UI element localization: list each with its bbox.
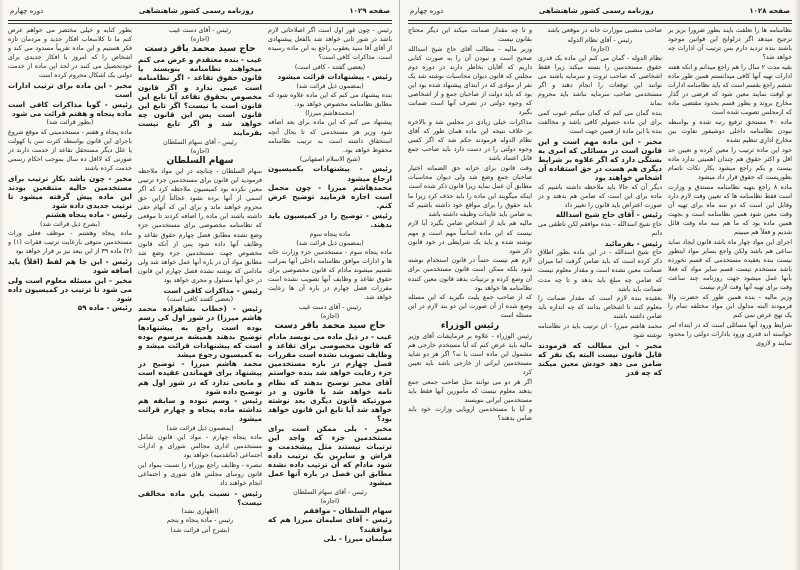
paragraph: لازم هم نیست حتماً در قانون استخدام نوشته شود بلکه ممکن است قانون مستخدمین برای آن وضع کرده و ترتیبات بدهد قانون معین کننده نظامنامه ها خواهد بود [408,257,532,292]
text-column [538,26,662,564]
paragraph: نظام الدوله - گمان می کنم این ماده یک قدری حقوق مستخدمین را بسته میکند زیرا فقط اشخاصی که صاحب ثروت و سرمایه باشند می توانند این توقعات را انجام دهند و اگر مستخدمی صاحب سرمایه نباشد باید محروم بماند [538,54,662,108]
paragraph: دیگر آن که حالا باید ملاحظه داشته باشیم که ماده برای این است که ضامن هم بدهند و در صورت اعتراض باید قانون را تغییر داد [538,183,662,209]
parenthetical-note: (شیخ الاسلام اصفهانی) [299,156,361,164]
speaker-heading: حاج سید محمد باقر دست [274,321,386,331]
parenthetical-note: (بمضمون ذیل قرائت شد) [296,239,364,247]
speaker-paragraph: رئیس - آقای حاج شیخ اسدالله [555,210,662,220]
centered-line: ماده پنجاه سوم [309,230,351,238]
speaker-paragraph: مخبر - این ماده مهم است و این قانون است در مسائلی که امری به بستگی دارد که اگر علاوه بر شرایط دیگری هم هست در حق استفاده آن اشخاص خواهند بود [538,136,662,182]
centered-line: رئیس - آقای دست غیب [168,27,232,34]
gazette-title: روزنامه رسمی کشور شاهنشاهی [138,7,254,15]
paragraph: اینکه میگویند این ماده را باید حذف کرد زیرا ما باید حقوق را برای مواقع خود داشته باشیم که به ضامن باید عایدات وظیفه داشته باشد [408,192,532,218]
paragraph: ماده پنجاه سوم - مستخدمین جزء وزارت خانه ها و ادارات موافق نظامنامه داخلی آنها بمراتب تقسیم میشوند مادام که قانون مخصوصی برای حقوق تقاعد و وظایف آنها تصویب نشده است مقررات فصل چهارم در باره آن ها رعایت خواهد شد. [268,248,392,302]
speaker-paragraph: رئیس - پیشنهادات قرائت میشود [277,71,392,81]
parenthetical-note: (بشرح آتی قرائت شد) [170,526,230,534]
text-column [8,26,132,564]
parenthetical-note: (بمضمون ذیل قرائت شد) [166,425,234,433]
paragraph: ماده پنجاه و هفتم - مستخدمینی که موقع شروع باجرای این قانون بواسطه کثرت سن یا کهولت یا علل دیگر مستحقل تقاعد از خدمت دارند در صورتی که لااقل ده سال بموجب احکام رسمی خدمت کرده باشند [8,128,132,172]
parenthetical-note: (بمضمون ذیل قرائت شد) [296,82,364,90]
page-number: صفحه ۱۰۲۹ [349,7,390,15]
text-column [668,26,792,564]
speaker-paragraph: رئیس - پیشنهادات بکمیسیون ارجاع میشود [268,164,392,183]
paragraph: حاج شیخ اسدالله - بنده موافقم لکن ناطقی می دانم [538,220,662,238]
text-column [268,26,392,564]
speaker-paragraph: رئیس - نسبت باین ماده مخالفی نیست؟ [138,488,262,507]
speaker-paragraph: رئیس - توضیح را در کمیسیون باید بدهند. [268,210,392,229]
speaker-heading: رئیس الوزراء [440,320,500,331]
right-page-columns [408,26,792,564]
speaker-paragraph: مخبر - این ماده برای ترتیب ادارات است [8,81,132,100]
parenthetical-note: (بشرح ذیل قرائت شد) [40,220,100,228]
period-label: دوره چهارم [10,7,44,15]
centered-line: رئیس - آقای دست غیب [298,303,362,311]
paragraph: تبصره - وظایف راجع بوزراء را نسبت بمواد این قانون روسای مجلس های شوری و اجتماعی انجام خواهند داد [138,461,262,488]
parenthetical-note: (اجازه) [190,147,210,155]
left-page-header [10,4,390,18]
paragraph: بنده گمان می کنم که گمان میکنم عیوب کمی برای این ماده حصولم کافی باشد و مخالفت بنده با این ماده از همین جهت است [538,109,662,136]
parenthetical-note: (بطور قرائت شد) [46,119,94,127]
paragraph: صاحب منصبی موزارت خانه در موقعی باشد [547,27,662,34]
paragraph: و تا چه مقدار ضمانت میکند این دیگر محتاج بقانون نیست [408,27,532,44]
speaker-paragraph: رئیس - مذاکرات کافی است [163,285,262,295]
centered-line: رئیس - آقای سهام السلطان [293,488,367,496]
paragraph: بقیه مدت ۲ سال را هم راجع میدانم و انکه هفته ادارات تهیه آنها کافی میدانستم همین طور ماده ششم راجع بقسم است که باید نظامنامه ادارات تو اوقت نمایند معین شود که قرضی در گذار مخارج بروند و بطور قسم بحدود مقتضی ماده که ازمجلس تصویب شده است [668,63,792,117]
speaker-paragraph: مخبر - این مطالب که فرمودند قابل قانون نیست البته یک نفر که ضامن می دهد خودش معین میکند که چه قدر [538,340,662,377]
paragraph: بطور کنایه و خیلی مختصر می خواهم عرض کنم ما تا کلاسعاب افکار جدید و مردمان تازه فکر هستیم و این ماده تقریباً مسدود می کند و اشخاص را که امروز با افکار جدیدی برای خودتحصیل می کنند در لحد این ماده از خدمت دولتی یک اشکال محروم کرده است [8,27,132,80]
speaker-paragraph: رئیس - آقای سلیمان میرزا هم که موافقند؟ [268,515,392,534]
speaker-paragraph: رئیس - گویا مذاکرات کافی است ماده پنجاه و هفتم قرائت می شود [8,99,132,118]
paragraph: مذاکرات خیلی زیادی در مجلس شد و بالاخره بر خلاف نتیجه این ماده همان طور که آقای نظام الدوله فرمودند حکم شد که اگر کسی وجوه دولتی را در دست دارد باید صاحب جمع قابل اعتماد باشد [408,118,532,163]
parenthetical-note: (بعضی گفتند - کافی است) [294,63,366,71]
speaker-paragraph: رئیس - وسم نبوده و سابقه هم نداشته ماده پنجاه و چهارم قرائت میشود [138,396,262,424]
speaker-paragraph: غیب - در ذیل ماده می نویسد مادام که قانون مخصوصی برای تقاعد و وظایف تصویب نشده است مقررات فصل چهارم در باره مستخدمین جزء رعایت خواهد شد بنده خواستم آقای مخبر توضیح بدهند که نظام نامه خواهد شد یا قانون و در صورتیکه قانون دیگری بعد نوشته خواهد شد آیا تابع این قانون خواهد بود؟ [268,332,392,423]
speaker-heading: حاج سید محمد باقر دست [144,44,256,55]
paragraph: نظامنامه ها را تعلقت بایند بطور ضرورا بریز بر ترجیح میدهد اگر درلوایح این قوانین موجود باشند بنده تردید دارم بس ترتیب آن ادارات چه خواهد شد؟ [668,27,792,62]
header-rule [8,20,392,24]
parenthetical-note: (اجازه) [590,45,610,53]
paragraph: که از صاحب جمع بلیت نگیرید که این مسئله وضع شده از آن صورت این دو بند لازم در این مسئله است [408,294,532,320]
paragraph: پیشنهاد می کنم که این ماده برای بعد اضافه شود وزیر هر مستخدمی که تا بحال آنچه استحقاق داشته است به ترتیب نظامنامه محفوظ خواهد بود. [268,119,392,154]
page-edge-shadow [0,0,4,570]
speaker-paragraph: غیب - بنده معتقدم و عرض می کنم میخواهند نظامنامه بنویسند یا قانون حقوق تقاعد - اگر نظامنامه است عیبی ندارد و اگر قانون مخصوص بحقوق تقاعد آیا تابع این قانون است یا نیست؟ اگر تابع این قانون است پس این قانون چه خواهد شد و اگر تابع نیست بفرمایند [138,55,262,138]
paragraph: خود این ماده ترتیب را معین کرده و تعیین حد اقل و اکثر حقوق هم چندان اهمیتی ندارد ماده بیست و یکم راجع میشود بکار نکات ناتمام بطوریست که حقوق قرار داد میشود [668,146,792,181]
speaker-paragraph: رئیس - بفرمائید [604,238,662,248]
paragraph: وزیر مالیه - مطالب آقای حاج شیخ اسدالله صحیح است و نبودن آن را به صورت کتابی داریم که آقایان بخاطر دارند در دوره دوم مجلس که قانون دیوان محاسبات نوشته شد یک نفر از موادی که در ابتدای پیشنهاد شده بود این بود که باید دولت از صاحبان جمع و از اشخاصی که وجوه دولتی در تصرف آنها است ضمانت بگیرد [408,45,532,117]
centered-line: رئیس - ماده پنجاه و پنجم [166,517,234,525]
left-page-columns [8,26,392,564]
speaker-paragraph: رئیس - (خطاب بشاهزاده محمد هاشم میرزا) در شور اول کی رسم بوده است راجع به پیشنهادها توضیح بدهند همیشه مرسوم بوده است که پیشنهادات قرائت میشد و به کمیسیون رجوع میشد [138,304,262,359]
centered-line: رئیس - آقای نظام الدوله [567,36,633,44]
parenthetical-note: (اظهاری نشد) [181,508,219,516]
speaker-paragraph: محمدهاشم میرزا - چون مجمل است اجازه فرمایید توضیح عرض کنم. [268,183,392,211]
paragraph: مالیه هم باید از اشخاص ضامن بگیرد آیا لازم نیست که این ماده اساساً مهم است و مهم نوشته شده و باید یک شرایطی در خود قانون ذکر شود [408,220,532,255]
paragraph: وزیر مالیه - بنده همین طور که حضرت والا فرمودند البته مدلول این مواد مختلفه تمام را یک نهج عرض نمی کنم [668,293,792,319]
speaker-paragraph: رئیس - این جا هم لفظ (اقلاً) باید اضافه شود [8,256,132,275]
paragraph: رئیس - چون غور اول است اگر اصلاحاتی لازم باشد در شور ثانی خواهد شد بالفعل پیشنهادی از آقای آقا سید یعقوب راجع به این ماده رسیده است. مذاکرات کافی است؟ [268,27,392,62]
centered-line: رئیس - آقای سهام السلطان [163,138,237,146]
period-label: دوره چهارم [410,7,444,15]
speaker-heading: سهام السلطان [166,155,234,166]
paragraph: محمد هاشم میرزا - ان ترتیب باید در نظامنامه نوشته شود [538,323,662,340]
speaker-paragraph: سهام السلطان - موافقم [303,505,392,515]
parenthetical-note: (اجازه) [320,312,340,320]
speaker-paragraph: مخبر - چون باشد بکار ترتیب برای مستخدمین حالیه متنفعین بودند این ماده پیش گرفته میشود تا ترتیب جدیدی داده شود [8,173,132,210]
paragraph: و آیا با مستخدمین اروپایی وزارت خود باید ضامن بدهند؟ [408,406,532,423]
paragraph: ماده ۴۰ مستحق ترفیع رتبه شده و بواسطه نبودن نظامنامه داخلی دوشیفور تفاوت بین مخارج اداری تنظیم نشده [668,118,792,145]
speaker-paragraph: سلیمان میرزا - بلی [323,534,392,544]
paragraph: شرایط ورود آنها مسائلی است که در ابتداء امر خواسته اند قدری ورود بادارات دولتی را محدود نمایند و لازوی [668,321,792,347]
speaker-paragraph: مخبر - بلی ممکن است برای مستخدمین جزء که واجد این ترتیبات نیستند مثل پیشخدمت و فراش و سایرین یک ترتیب داده شود مادام که آن ترتیب داده نشده مطابق این فصل در باره آنها عمل میشود [268,423,392,488]
paragraph: ماده پنجاه چهارم - مواد این قانون شامل مستخدمین اداری مجالس شورای و ادارات اجتماعی (ماتقدمیه) خواهد بود [138,434,262,460]
paragraph: بعقیده بنده لازم است که مقدار ضمانت را معلوم کنند تا اشخاص بدانند که چه اندازه باید ضامن داشته باشند [538,295,662,321]
paragraph: اجرای این مواد چهار ماه باشد قانون ایجاد نماید ساعی هم باشد ولکن واجع بسایر مواد اینطور نیست بنده بعقیده مستخدمی که قسم نخورده باشد مستخدم نیست قسم سایر مواد که فعلا بآنها عمل میشود جهت روزنامه چند ساعت وقت برای تهیه آنها وقت لازم نیست [668,238,792,292]
page-edge-shadow [794,0,800,570]
paragraph: بنده پیشنهاد می کنم که این ماده علاوه شود که مطابق نظامنامه مخصوص خواهد بود. [268,91,392,108]
gazette-title: روزنامه رسمی کشور شاهنشاهی [538,7,654,15]
speaker-paragraph: مخبر - این مسئله معلوم است ولی می شود تا ترتیب در کمیسیون داده شود [8,275,132,303]
speaker-paragraph: محمد هاشم میرزا - توضیح در پیشنهاد برای فهماندن عقیده است و مانعی ندارد که در شور اول هم توضیح داده شود [138,359,262,396]
text-column [138,26,262,564]
paragraph: رئیس الوزراء - علاوه بر فرمایشات آقای وزیر مالیه باید عرض کنم که آیا مستخدم خارجی هم مشمول این ماده است یا نه؟ اگر هر دو شاید مستخدمین ایرانی از خارجی باشد باید تعیین کرد [408,332,532,376]
page-number: صفحه ۱۰۲۸ [749,7,790,15]
parenthetical-note: (اجازه) [320,497,340,505]
paragraph: سهام السلطان - چنانچه در این مواد ملاحظه فرمودید این قانون برای مستخدمین جزء ترتیبی معین نکرده بود کمیسیون ملاحظه کرد که اگر اسمی از آنها برده نشود عجالتاً ازاین حق محروم خواهند ماند و برای این که آنهام حقی داشته باشند این ماده را اضافه کردند تا موقعی که نظامنامه مخصوصی برای مستخدمین جزء وضع نشده مطابق فصل چهارم حقوق تقاعد و وظایف آنها داده شود پس از آنکه قانون مخصوص جهت مستخدمین جزء وضع شد مطابق مواد آن در باره آنها عمل خواهد شد ولی مادامی که نوشته نشده فصل چهارم این قانون در حق آنها مسئول و مجری خواهد بود [138,167,262,285]
right-page-header [410,4,790,18]
paragraph: ماده ۸ راجع بتهیه نظامنامه مستدق و وزارت است فقط نظامنامه ها که تعیین وقت لازم دارد وقابل این است که دو سه ماه برای تهیه آن وقت معین شود همین نظامنامه است و بجهت همین ماده بود که ما هم سه ماه وقت قائل شدیم و فعلاً هم میبینم [668,183,792,237]
parenthetical-note: (اجازه) [190,36,210,44]
paragraph: اگر هر دو می توانند مثل صاحب جمعی جمع بدهند معلوم نیست که مأمورین آنها فقط باید مستخدمین ایرانی بنویسند [408,378,532,404]
text-column [408,26,532,564]
speaker-paragraph: رئیس - ماده ۵۹ [77,303,132,313]
paragraph: وقت قانون برای خزانه حق الضمانه اختیار صاحبان جمع وضع شد ولی دیوان محاسبات مطابق آن عمل نماید زیرا قانون ذکر شده است [408,164,532,191]
parenthetical-note: (بعضی گفتند کافی است) [166,296,234,304]
paragraph: حاج شیخ اسدالله - در این ماده بطور اطلاق ذکر کرده است که باید ضامن گرفت اما میزان ضمانت معین نشده است و مقدار معلوم نیست که ضامن چه مبلغ باید بدهد و تا چه مدت ضمانت باید باشد [538,249,662,293]
speaker-paragraph: رئیس - ماده پنجاه هشتم [45,210,132,220]
header-rule [408,20,792,24]
parenthetical-note: (محمدهاشم میرزا) [305,110,355,118]
paragraph: ماده پنجاه وهشتم - موظف فعلی وراث مستخدمین متوفی بارعایت ترتیب فقرات (۱) و (۲) ماده ۳۹ از این ببعد نیز بر قرار خواهد بود [8,230,132,256]
right-page [400,0,800,570]
